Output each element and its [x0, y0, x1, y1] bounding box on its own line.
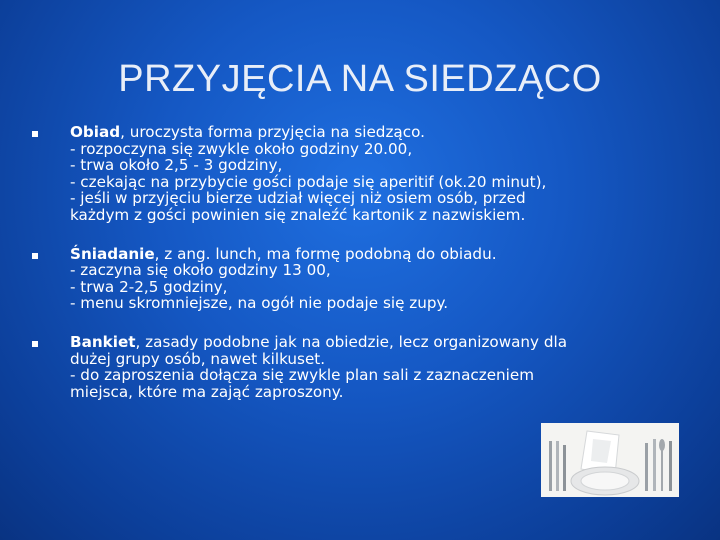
- bullet-first-line: [70, 246, 702, 263]
- bullet-line: - jeśli w przyjęciu bierze udział więcej niż osiem osób, przed: [70, 189, 526, 208]
- square-bullet-icon: [32, 341, 38, 347]
- bullet-line: miejsca, które ma zająć zaproszony.: [70, 382, 344, 401]
- bullet-term: Śniadanie: [70, 244, 155, 263]
- bullet-first-text: , z ang. lunch, ma formę podobną do obiadu.: [154, 244, 497, 263]
- bullet-term: Obiad: [70, 123, 121, 141]
- table-setting-image: [541, 423, 679, 497]
- bullet-item-bankiet: [32, 334, 702, 400]
- slide-title: PRZYJĘCIA NA SIEDZĄCO: [118, 58, 602, 100]
- bullet-line: każdym z gości powinien się znaleźć kartonik z nazwiskiem.: [70, 205, 526, 224]
- bullet-list: [32, 124, 702, 400]
- bullet-line: dużej grupy osób, nawet kilkuset.: [70, 349, 326, 368]
- bullet-line: - menu skromniejsze, na ogół nie podaje się zupy.: [70, 294, 449, 313]
- bullet-first-line: [70, 124, 702, 141]
- bullet-item-obiad: [32, 124, 702, 224]
- bullet-first-text: , zasady podobne jak na obiedzie, lecz organizowany dla: [135, 332, 568, 351]
- bullet-item-sniadanie: [32, 246, 702, 312]
- bullet-line: - rozpoczyna się zwykle około godziny 20.00,: [70, 139, 413, 158]
- bullet-line: - trwa około 2,5 - 3 godziny,: [70, 156, 283, 175]
- bullet-first-text: , uroczysta forma przyjęcia na siedząco.: [120, 123, 425, 141]
- bullet-line: - trwa 2-2,5 godziny,: [70, 277, 228, 296]
- bullet-term: Bankiet: [70, 332, 136, 351]
- bullet-first-line: [70, 334, 702, 351]
- square-bullet-icon: [32, 253, 38, 259]
- bullet-line: - zaczyna się około godziny 13 00,: [70, 261, 331, 280]
- bullet-line: - czekając na przybycie gości podaje się aperitif (ok.20 minut),: [70, 172, 547, 191]
- bullet-line: - do zaproszenia dołącza się zwykle plan sali z zaznaczeniem: [70, 366, 535, 385]
- table-setting-icon: [541, 423, 679, 497]
- square-bullet-icon: [32, 131, 38, 137]
